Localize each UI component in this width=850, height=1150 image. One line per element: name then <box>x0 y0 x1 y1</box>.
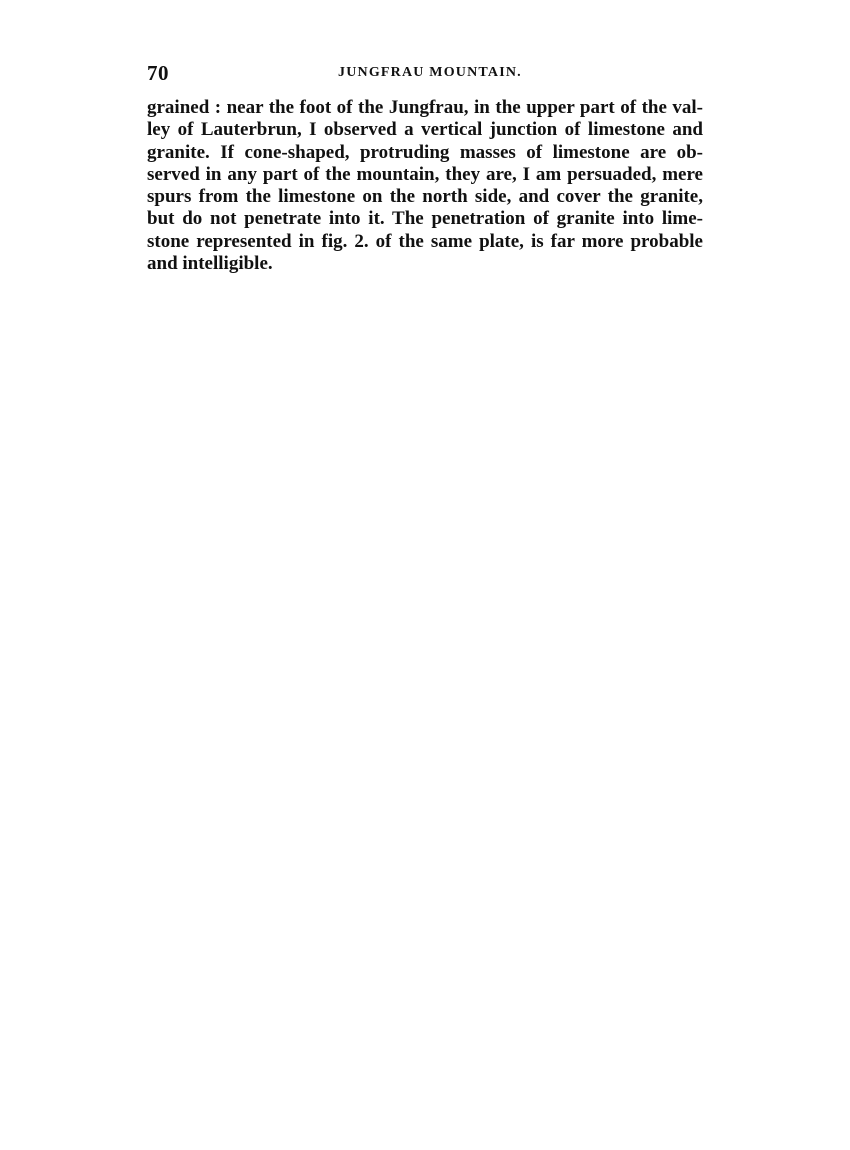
text-line: and intelligible. <box>147 253 273 275</box>
running-head: JUNGFRAU MOUNTAIN. <box>338 65 522 80</box>
text-line: ley of Lauterbrun, I observed a vertical junction of limestone and <box>147 119 703 141</box>
page-number: 70 <box>147 61 169 85</box>
text-line: spurs from the limestone on the north side, and cover the granite, <box>147 186 703 208</box>
text-line: but do not penetrate into it. The penetration of granite into lime- <box>147 208 703 230</box>
body-paragraph <box>147 97 703 275</box>
text-line: grained : near the foot of the Jungfrau, in the upper part of the val- <box>147 97 703 118</box>
text-line: stone represented in fig. 2. of the same plate, is far more probable <box>147 230 703 252</box>
text-line: granite. If cone-shaped, protruding masses of limestone are ob- <box>147 141 703 163</box>
text-line: served in any part of the mountain, they are, I am persuaded, mere <box>147 163 703 185</box>
